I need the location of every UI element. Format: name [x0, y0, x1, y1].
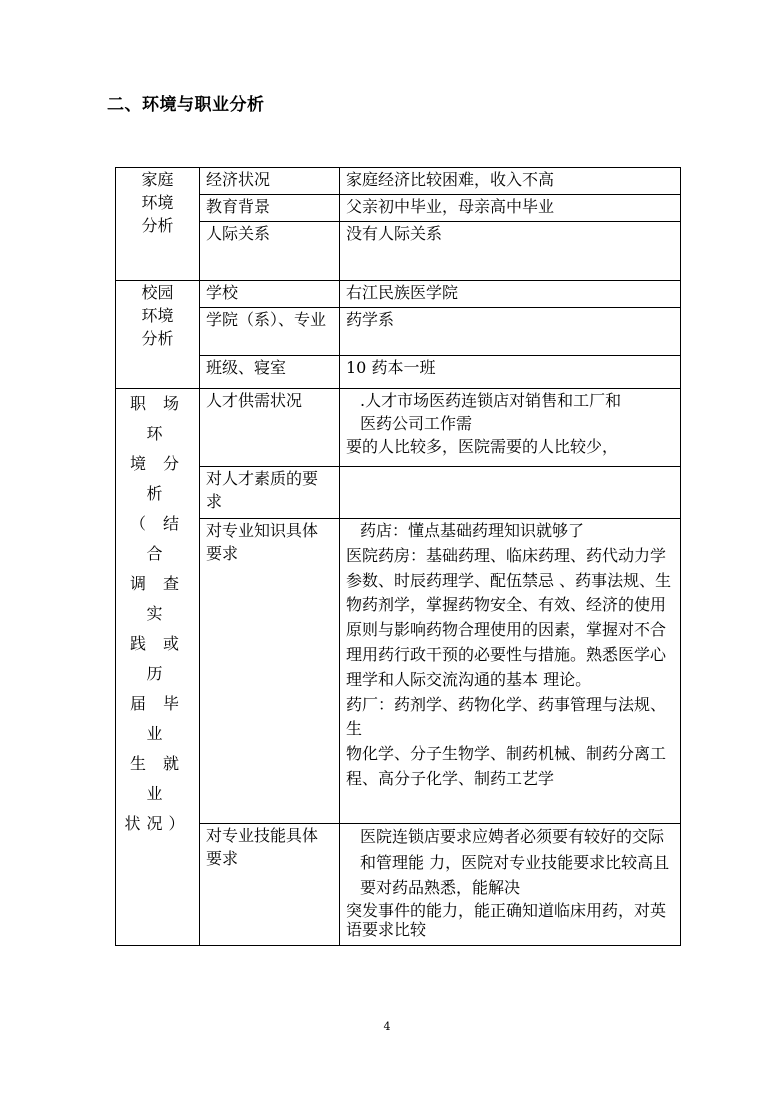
environment-career-table — [115, 167, 681, 946]
value-line: 医院药房：基础药理、临床药理、药代动力学参数、时辰药理学、配伍禁忌 、药事法规、生物药剂学，掌握药物安全、有效、经济的使用原则与影响药物合理使用的因素，掌握对不合理用药行政干预的必要性与措施。熟悉医学心理学和人际交流沟通的基本 理论。 — [346, 545, 672, 689]
table-row — [116, 467, 681, 519]
row-label: 人际关系 — [200, 222, 340, 281]
row-label: 对专业知识具体要求 — [200, 519, 340, 824]
value-line: 物化学、分子生物学、制药机械、制药分离工程、高分子化学、制药工艺学 — [346, 744, 667, 788]
row-label: 经济状况 — [200, 168, 340, 195]
section-heading: 二、环境与职业分析 — [107, 95, 265, 115]
row-label: 对人才素质的要求 — [200, 467, 340, 519]
row-value: 药学系 — [340, 308, 681, 356]
category-workplace — [116, 389, 200, 946]
category-line: 分析 — [141, 329, 174, 349]
row-value — [340, 519, 681, 824]
value-line: 突发事件的能力，能正确知道临床用药，对英语要求比较 — [346, 900, 667, 939]
value-line: .人才市场医药连锁店对销售和工厂和 — [360, 391, 622, 410]
value-line: 医院连锁店要求应娉者必须要有较好的交际和管理能 力，医院对专业技能要求比较高且要对药品熟悉，能解决 — [360, 827, 670, 898]
category-line: 环境 — [141, 306, 174, 326]
row-label: 学院（系）、专业 — [200, 308, 340, 356]
row-label: 人才供需状况 — [200, 389, 340, 467]
row-value: 父亲初中毕业，母亲高中毕业 — [340, 195, 681, 222]
category-line: 校园 — [141, 283, 174, 302]
row-value — [340, 467, 681, 519]
row-value: 10 药本一班 — [340, 356, 681, 389]
table-row — [116, 281, 681, 308]
category-line: 调 查 实 — [129, 574, 186, 623]
category-line: 家庭 — [141, 170, 174, 189]
value-line: 医药公司工作需 — [360, 414, 473, 434]
page-number: 4 — [383, 1020, 391, 1033]
row-value: 没有人际关系 — [340, 222, 681, 281]
row-value: 右江民族医学院 — [340, 281, 681, 308]
row-label: 对专业技能具体要求 — [200, 824, 340, 946]
category-campus — [116, 281, 200, 389]
value-line: 药店：懂点基础药理知识就够了 — [360, 521, 585, 540]
table-row — [116, 308, 681, 356]
category-line: （ 结 合 — [129, 514, 186, 563]
row-value: 家庭经济比较困难，收入不高 — [340, 168, 681, 195]
category-line: 分析 — [141, 216, 174, 236]
value-line: 要的人比较多，医院需要的人比较少， — [346, 437, 619, 457]
table-row — [116, 519, 681, 824]
table-row — [116, 824, 681, 946]
category-family — [116, 168, 200, 281]
row-label: 学校 — [200, 281, 340, 308]
row-label: 班级、寝室 — [200, 356, 340, 389]
category-line: 状况） — [124, 814, 191, 833]
value-line: 药厂：药剂学、药物化学、药事管理与法规、生 — [346, 694, 667, 739]
category-line: 践 或 历 — [129, 634, 186, 683]
row-label: 教育背景 — [200, 195, 340, 222]
category-line: 职 场 环 — [129, 394, 186, 443]
category-line: 生 就 业 — [129, 754, 186, 803]
category-line: 届 毕 业 — [129, 694, 186, 743]
table-row — [116, 222, 681, 281]
category-line: 环境 — [141, 193, 174, 213]
category-line: 境 分 析 — [129, 454, 186, 503]
table-row — [116, 356, 681, 389]
row-value — [340, 824, 681, 946]
table-row — [116, 195, 681, 222]
table-row — [116, 389, 681, 467]
table-row — [116, 168, 681, 195]
row-value — [340, 389, 681, 467]
